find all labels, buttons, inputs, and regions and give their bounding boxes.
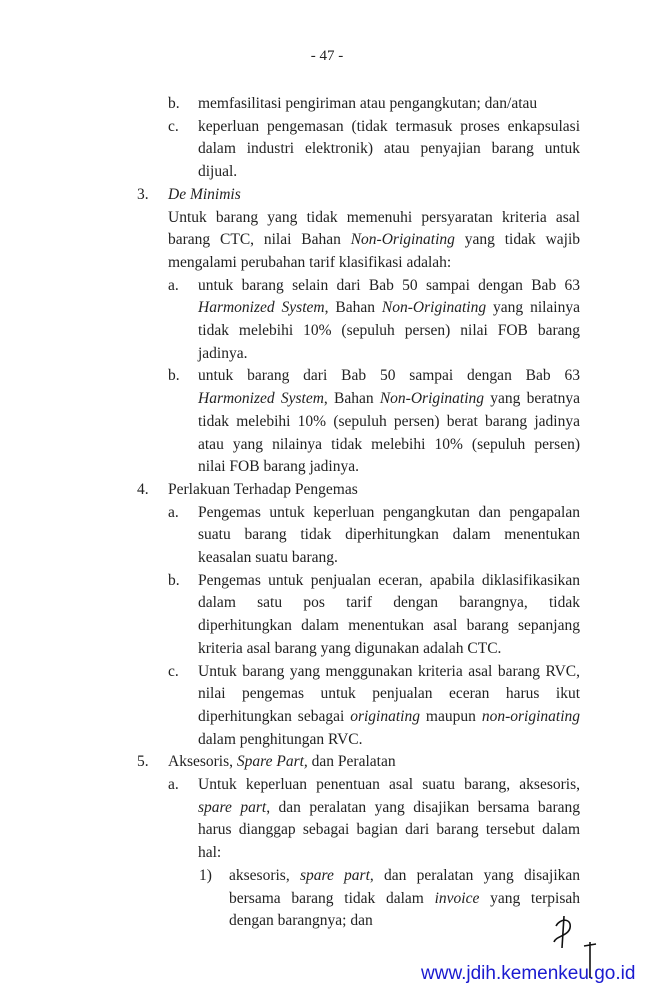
line-text <box>198 638 580 660</box>
text-segment: aksesoris, <box>229 866 300 884</box>
text-segment: harus dianggap sebagai bagian dari barang tersebut dalam <box>198 821 580 839</box>
text-segment: Pengemas untuk keperluan pengangkutan dan pengapalan <box>198 503 580 521</box>
text-segment: barang CTC, nilai Bahan <box>168 231 351 249</box>
line-text <box>198 683 580 705</box>
italic-term: originating <box>350 707 420 725</box>
line-text <box>168 479 580 501</box>
text-line <box>0 411 580 433</box>
text-segment: , dan peralatan yang disajikan <box>369 866 581 884</box>
text-segment: dalam satu pos tarif dengan barangnya, tidak <box>198 594 580 612</box>
text-segment: yang terpisah <box>479 889 580 907</box>
line-text <box>198 661 580 683</box>
text-line <box>0 502 580 524</box>
italic-term: De Minimis <box>168 185 241 203</box>
text-line <box>0 570 580 592</box>
text-line <box>0 524 580 546</box>
text-line <box>0 184 580 206</box>
list-marker: 5. <box>137 753 149 771</box>
text-segment: diperhitungkan dalam menentukan asal barang sepanjang <box>198 617 580 635</box>
text-line <box>0 456 580 478</box>
line-text <box>198 411 580 433</box>
text-segment: dalam industri elektronik) atau penyajian barang untuk <box>198 140 580 158</box>
text-segment: , Bahan <box>324 299 382 317</box>
line-text <box>198 93 580 115</box>
text-segment: suatu barang tidak diperhitungkan dalam menentukan <box>198 526 580 544</box>
text-segment: tidak melebihi 10% (sepuluh persen) berat barang jadinya <box>198 412 580 430</box>
line-text <box>198 570 580 592</box>
text-segment: yang nilainya <box>486 299 580 317</box>
text-segment: keasalan suatu barang. <box>198 549 338 566</box>
text-line <box>0 388 580 410</box>
line-text <box>168 207 580 229</box>
line-text <box>198 343 580 365</box>
list-marker: a. <box>168 776 179 793</box>
line-text <box>198 297 580 319</box>
text-segment: bersama barang tidak dalam <box>229 889 435 907</box>
text-line <box>0 138 580 160</box>
line-text <box>198 842 580 864</box>
footer-url[interactable]: www.jdih.kemenkeu.go.id <box>421 963 636 984</box>
line-text <box>198 547 580 569</box>
list-marker: c. <box>168 117 179 135</box>
text-segment: dan Peralatan <box>307 753 396 771</box>
text-segment: Untuk keperluan penentuan asal suatu barang, aksesoris, <box>198 776 580 793</box>
text-line <box>0 683 580 705</box>
italic-term: Harmonized System <box>198 299 325 317</box>
text-segment: untuk barang selain dari Bab 50 sampai dengan Bab 63 <box>198 276 580 294</box>
line-text <box>198 502 580 524</box>
text-line <box>0 343 580 365</box>
line-text <box>198 797 580 819</box>
line-text <box>198 365 580 387</box>
line-text <box>198 706 580 728</box>
line-text <box>168 184 580 206</box>
text-line <box>0 320 580 342</box>
text-line <box>0 865 580 887</box>
list-marker: c. <box>168 662 179 680</box>
text-line <box>0 842 580 864</box>
text-segment: mengalami perubahan tarif klasifikasi adalah: <box>168 253 452 271</box>
list-marker: 1) <box>199 866 212 884</box>
text-segment: dalam penghitungan RVC. <box>198 730 363 748</box>
text-line <box>0 910 580 932</box>
text-segment: Untuk barang yang tidak memenuhi persyaratan kriteria asal <box>168 208 580 226</box>
text-segment: dengan barangnya; dan <box>229 912 373 930</box>
text-line <box>0 592 580 614</box>
text-line <box>0 93 580 115</box>
text-segment: Pengemas untuk penjualan eceran, apabila diklasifikasikan <box>198 571 580 589</box>
list-marker: b. <box>168 571 180 589</box>
list-marker: 4. <box>137 480 149 498</box>
italic-term: invoice <box>434 889 480 907</box>
list-marker: b. <box>168 367 180 385</box>
text-segment: dijual. <box>198 163 238 181</box>
text-segment: , dan peralatan yang disajikan bersama barang <box>266 798 580 816</box>
italic-term: spare part <box>299 866 370 884</box>
text-line <box>0 547 580 569</box>
line-text <box>198 116 580 138</box>
text-line <box>0 365 580 387</box>
line-text <box>198 729 580 751</box>
text-segment: Aksesoris, <box>168 753 237 771</box>
line-text <box>198 774 580 796</box>
line-text <box>168 751 580 773</box>
text-segment: kriteria asal barang yang digunakan adalah CTC. <box>198 639 502 657</box>
text-segment: memfasilitasi pengiriman atau pengangkutan; dan/atau <box>198 95 538 112</box>
text-line <box>0 275 580 297</box>
line-text <box>198 615 580 637</box>
line-text <box>229 910 580 932</box>
italic-term: Harmonized System <box>198 390 324 408</box>
italic-term: Non-Originating <box>350 231 455 249</box>
text-line <box>0 229 580 251</box>
italic-term: Spare Part, <box>236 753 308 771</box>
italic-term: Non-Originating <box>379 390 485 408</box>
text-line <box>0 434 580 456</box>
text-segment: maupun <box>419 707 482 725</box>
italic-term: Non-Originating <box>381 299 487 317</box>
line-text <box>198 819 580 841</box>
text-line <box>0 729 580 751</box>
text-line <box>0 638 580 660</box>
text-segment: untuk barang dari Bab 50 sampai dengan Bab 63 <box>198 367 580 385</box>
line-text <box>198 320 580 342</box>
list-marker: a. <box>168 276 179 294</box>
line-text <box>198 524 580 546</box>
text-line <box>0 615 580 637</box>
list-marker: a. <box>168 503 179 521</box>
text-segment: yang beratnya <box>484 390 580 408</box>
text-line <box>0 797 580 819</box>
line-text <box>198 388 580 410</box>
line-text <box>229 888 580 910</box>
italic-term: non-originating <box>481 707 580 725</box>
italic-term: spare part <box>198 798 267 816</box>
text-line <box>0 819 580 841</box>
line-text <box>168 252 580 274</box>
text-segment: , Bahan <box>323 390 380 408</box>
list-marker: b. <box>168 95 180 112</box>
text-line <box>0 479 580 501</box>
list-marker: 3. <box>137 185 149 203</box>
text-segment: Perlakuan Terhadap Pengemas <box>168 480 358 498</box>
line-text <box>198 592 580 614</box>
text-segment: yang tidak wajib <box>454 231 581 249</box>
line-text <box>198 434 580 456</box>
text-line <box>0 116 580 138</box>
text-line <box>0 661 580 683</box>
text-line <box>0 297 580 319</box>
line-text <box>198 161 580 183</box>
text-segment: nilai FOB barang jadinya. <box>198 458 359 476</box>
text-line <box>0 888 580 910</box>
line-text <box>229 865 580 887</box>
text-line <box>0 252 580 274</box>
text-segment: nilai pengemas untuk penjualan eceran harus ikut <box>198 685 580 703</box>
line-text <box>198 138 580 160</box>
text-line <box>0 751 580 773</box>
text-segment: atau yang nilainya tidak melebihi 10% (sepuluh persen) <box>198 435 580 453</box>
text-segment: tidak melebihi 10% (sepuluh persen) nilai FOB barang <box>198 322 580 339</box>
text-line <box>0 774 580 796</box>
text-line <box>0 207 580 229</box>
text-segment: keperluan pengemasan (tidak termasuk proses enkapsulasi <box>198 117 580 135</box>
text-line <box>0 706 580 728</box>
text-segment: jadinya. <box>198 344 248 362</box>
page-number: - 47 - <box>310 48 344 64</box>
line-text <box>198 275 580 297</box>
text-segment: hal: <box>198 844 222 862</box>
text-segment: Untuk barang yang menggunakan kriteria asal barang RVC, <box>198 662 580 680</box>
text-line <box>0 161 580 183</box>
line-text <box>198 456 580 478</box>
line-text <box>168 229 580 251</box>
text-segment: diperhitungkan sebagai <box>198 707 351 725</box>
